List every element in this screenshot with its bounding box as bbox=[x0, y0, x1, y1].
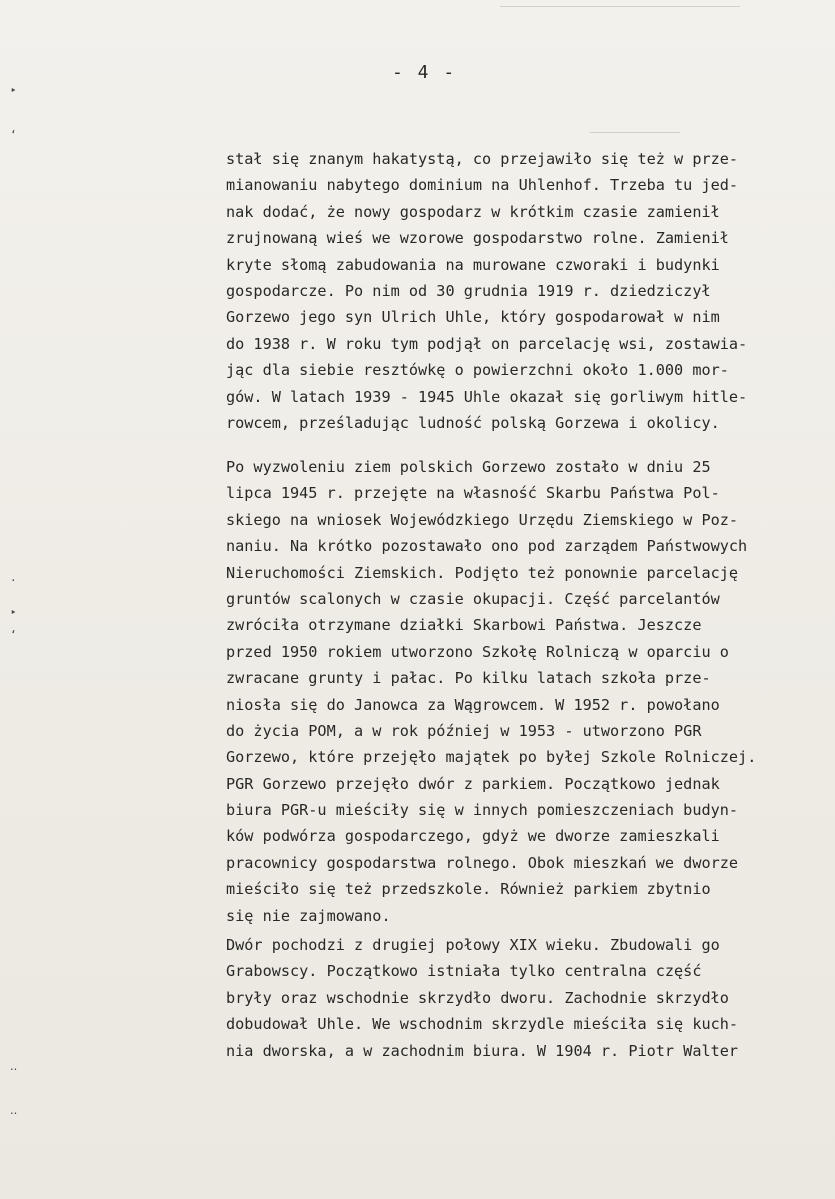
text-line: nia dworska, a w zachodnim biura. W 1904 r. Piotr Walter bbox=[226, 1041, 739, 1060]
text-line: Dwór pochodzi z drugiej połowy XIX wieku. Zbudowali go bbox=[226, 936, 720, 954]
text-line: rowcem, prześladując ludność polską Gorzewa i okolicy. bbox=[226, 413, 720, 432]
margin-mark: · bbox=[10, 574, 17, 587]
margin-mark: ‣ bbox=[10, 606, 17, 619]
text-line: gów. W latach 1939 - 1945 Uhle okazał się gorliwym hitle- bbox=[226, 387, 748, 406]
text-line: nak dodać, że nowy gospodarz w krótkim czasie zamienił bbox=[226, 202, 720, 221]
text-line: bryły oraz wschodnie skrzydło dworu. Zachodnie skrzydło bbox=[226, 988, 729, 1007]
margin-mark: ‥ bbox=[10, 1104, 18, 1117]
text-line: gospodarcze. Po nim od 30 grudnia 1919 r. dziedziczył bbox=[226, 281, 711, 300]
text-line: pracownicy gospodarstwa rolnego. Obok mieszkań we dworze bbox=[226, 853, 739, 872]
text-line: PGR Gorzewo przejęło dwór z parkiem. Początkowo jednak bbox=[226, 774, 720, 793]
text-line: zwracane grunty i pałac. Po kilku latach szkoła prze- bbox=[226, 669, 711, 688]
margin-mark: ‘ bbox=[10, 628, 17, 641]
paragraph bbox=[226, 454, 814, 929]
text-line: biura PGR-u mieściły się w innych pomieszczeniach budyn- bbox=[226, 801, 739, 820]
text-line: zrujnowaną wieś we wzorowe gospodarstwo rolne. Zamienił bbox=[226, 229, 729, 248]
faint-rule-top bbox=[500, 6, 740, 7]
text-line: Gorzewo jego syn Ulrich Uhle, który gospodarował w nim bbox=[226, 308, 720, 327]
text-line: kryte słomą zabudowania na murowane czworaki i budynki bbox=[226, 255, 720, 274]
text-line: lipca 1945 r. przejęte na własność Skarbu Państwa Pol- bbox=[226, 484, 720, 503]
text-line: Gorzewo, które przejęło majątek po byłej Szkole Rolniczej. bbox=[226, 748, 757, 767]
text-line: stał się znanym hakatystą, co przejawiło się też w prze- bbox=[226, 150, 739, 168]
text-line: ków podwórza gospodarczego, gdyż we dworze zamieszkali bbox=[226, 827, 720, 846]
text-line: zwróciła otrzymane działki Skarbowi Państwa. Jeszcze bbox=[226, 616, 702, 635]
text-line: do życia POM, a w rok później w 1953 - utworzono PGR bbox=[226, 721, 702, 740]
text-line: niosła się do Janowca za Wągrowcem. W 1952 r. powołano bbox=[226, 695, 720, 714]
paragraph bbox=[226, 932, 814, 1064]
text-line: przed 1950 rokiem utworzono Szkołę Rolniczą w oparciu o bbox=[226, 642, 729, 661]
text-line: Po wyzwoleniu ziem polskich Gorzewo zostało w dniu 25 bbox=[226, 458, 711, 476]
paragraph bbox=[226, 146, 814, 436]
text-line: gruntów scalonych w czasie okupacji. Część parcelantów bbox=[226, 589, 720, 608]
text-line: Nieruchomości Ziemskich. Podjęto też ponownie parcelację bbox=[226, 563, 739, 582]
text-line: się nie zajmowano. bbox=[226, 906, 391, 925]
text-line: mieściło się też przedszkole. Również parkiem zbytnio bbox=[226, 880, 711, 899]
text-line: dobudował Uhle. We wschodnim skrzydle mieściła się kuch- bbox=[226, 1015, 739, 1034]
faint-rule-mid bbox=[590, 132, 680, 133]
text-line: naniu. Na krótko pozostawało ono pod zarządem Państwowych bbox=[226, 537, 748, 556]
margin-mark: ‣ bbox=[10, 84, 17, 97]
margin-mark: ‘ bbox=[10, 128, 17, 141]
text-line: do 1938 r. W roku tym podjął on parcelację wsi, zostawia- bbox=[226, 334, 748, 353]
text-line: jąc dla siebie resztówkę o powierzchni około 1.000 mor- bbox=[226, 361, 729, 380]
text-line: mianowaniu nabytego dominium na Uhlenhof. Trzeba tu jed- bbox=[226, 176, 739, 195]
page-number: - 4 - bbox=[392, 62, 457, 83]
margin-mark: ‥ bbox=[10, 1060, 18, 1073]
text-line: skiego na wniosek Wojewódzkiego Urzędu Ziemskiego w Poz- bbox=[226, 510, 739, 529]
text-line: Grabowscy. Początkowo istniała tylko centralna część bbox=[226, 962, 702, 981]
